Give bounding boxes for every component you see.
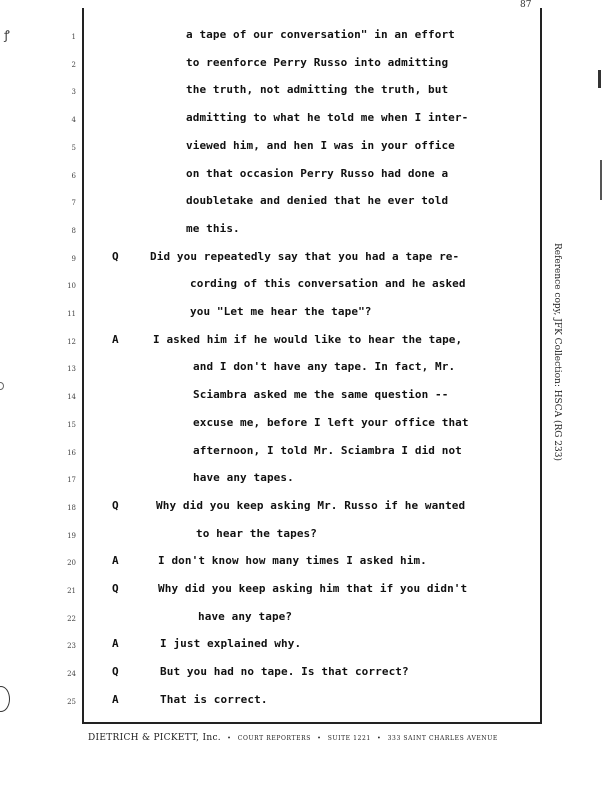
line-text: admitting to what he told me when I inter- xyxy=(186,111,469,125)
transcript-line xyxy=(0,81,540,101)
transcript-line xyxy=(0,497,540,517)
line-number: 14 xyxy=(67,393,76,402)
line-number: 2 xyxy=(71,60,76,69)
line-number: 5 xyxy=(71,143,76,152)
line-text: you "Let me hear the tape"? xyxy=(190,305,372,318)
transcript-line xyxy=(0,54,540,74)
line-text: cording of this conversation and he asked xyxy=(190,277,466,291)
transcript-line xyxy=(0,137,540,157)
footer-separator: • xyxy=(317,735,322,742)
speaker-label: Q xyxy=(112,498,119,512)
transcript-line xyxy=(0,275,540,295)
transcript-line xyxy=(0,220,540,240)
transcript-line xyxy=(0,608,540,628)
line-number: 11 xyxy=(67,310,76,318)
scan-artifact xyxy=(598,70,601,88)
transcript-line xyxy=(0,635,540,655)
line-number: 23 xyxy=(67,642,76,651)
speaker-label: Q xyxy=(112,665,119,679)
line-text: to reenforce Perry Russo into admitting xyxy=(186,55,449,69)
line-number: 6 xyxy=(71,171,76,180)
transcript-line xyxy=(0,386,540,406)
line-number: 9 xyxy=(71,254,76,263)
transcript-line xyxy=(0,26,540,46)
line-text: me this. xyxy=(186,221,240,235)
line-text: afternoon, I told Mr. Sciambra I did not xyxy=(193,443,462,457)
line-number: 24 xyxy=(67,670,76,679)
line-text: the truth, not admitting the truth, but xyxy=(186,83,449,97)
line-text: That is correct. xyxy=(160,692,268,706)
speaker-label: Q xyxy=(112,582,119,595)
line-text: doubletake and denied that he ever told xyxy=(186,194,449,208)
transcript-line xyxy=(0,469,540,489)
line-text: have any tape? xyxy=(198,609,293,623)
footer-separator: • xyxy=(227,735,232,742)
right-margin-rule xyxy=(540,8,542,724)
footer-suite: SUITE 1221 xyxy=(327,735,371,742)
transcript-line xyxy=(0,580,540,600)
footer xyxy=(88,733,538,743)
speaker-label: A xyxy=(112,554,119,568)
line-number: 22 xyxy=(67,614,76,623)
transcript-line xyxy=(0,331,540,351)
line-text: have any tapes. xyxy=(193,471,294,485)
transcript-line xyxy=(0,358,540,378)
line-text: to hear the tapes? xyxy=(196,526,318,540)
transcript-line xyxy=(0,442,540,462)
transcript-line xyxy=(0,165,540,185)
transcript-line xyxy=(0,303,540,323)
line-text: Why did you keep asking him that if you didn't xyxy=(158,582,468,595)
transcript-line xyxy=(0,414,540,434)
line-text: on that occasion Perry Russo had done a xyxy=(186,166,449,180)
line-text: I don't know how many times I asked him. xyxy=(158,554,427,568)
line-number: 15 xyxy=(67,420,76,429)
footer-service: COURT REPORTERS xyxy=(237,735,311,742)
line-number: 20 xyxy=(67,559,76,568)
footer-address: 333 SAINT CHARLES AVENUE xyxy=(387,735,498,742)
side-note-wrap xyxy=(552,243,574,533)
line-number: 8 xyxy=(71,226,76,235)
line-text: Did you repeatedly say that you had a tape re- xyxy=(150,249,460,263)
line-number: 21 xyxy=(67,587,76,595)
line-number: 19 xyxy=(67,531,76,540)
line-text: I asked him if he would like to hear the tape, xyxy=(153,332,463,346)
transcript-line xyxy=(0,109,540,129)
line-text: viewed him, and hen I was in your office xyxy=(186,138,455,152)
line-text: Sciambra asked me the same question -- xyxy=(193,388,449,402)
line-number: 13 xyxy=(67,365,76,374)
transcript-line xyxy=(0,525,540,545)
scan-artifact xyxy=(600,160,602,200)
transcript-line xyxy=(0,552,540,572)
footer-firm: DIETRICH & PICKETT, Inc. xyxy=(88,733,221,743)
corner-scribble: ꝭ xyxy=(4,28,10,42)
line-number: 7 xyxy=(71,199,76,208)
line-number: 3 xyxy=(71,88,76,97)
speaker-label: A xyxy=(112,637,119,651)
line-number: 1 xyxy=(71,33,76,41)
line-text: excuse me, before I left your office that xyxy=(193,415,469,429)
line-number: 12 xyxy=(67,337,76,346)
speaker-label: A xyxy=(112,332,119,346)
line-number: 4 xyxy=(71,116,76,125)
line-text: But you had no tape. Is that correct? xyxy=(160,665,409,679)
bottom-rule xyxy=(82,722,542,724)
transcript-line xyxy=(0,248,540,268)
line-number: 10 xyxy=(67,282,76,291)
transcript-line xyxy=(0,663,540,683)
transcript-line xyxy=(0,691,540,711)
transcript-line xyxy=(0,192,540,212)
line-text: a tape of our conversation" in an effort xyxy=(186,28,455,41)
line-number: 18 xyxy=(67,503,76,512)
line-text: I just explained why. xyxy=(160,637,302,651)
line-number: 25 xyxy=(67,697,76,706)
line-number: 16 xyxy=(67,448,76,457)
page-corner-mark: 87 xyxy=(520,0,532,10)
footer-separator: • xyxy=(377,735,382,742)
speaker-label: Q xyxy=(112,249,119,263)
speaker-label: A xyxy=(112,692,119,706)
line-number: 17 xyxy=(67,476,76,485)
line-text: Why did you keep asking Mr. Russo if he wanted xyxy=(156,498,466,512)
side-note: Reference copy, JFK Collection: HSCA (RG 233) xyxy=(552,243,562,461)
line-text: and I don't have any tape. In fact, Mr. xyxy=(193,360,456,374)
